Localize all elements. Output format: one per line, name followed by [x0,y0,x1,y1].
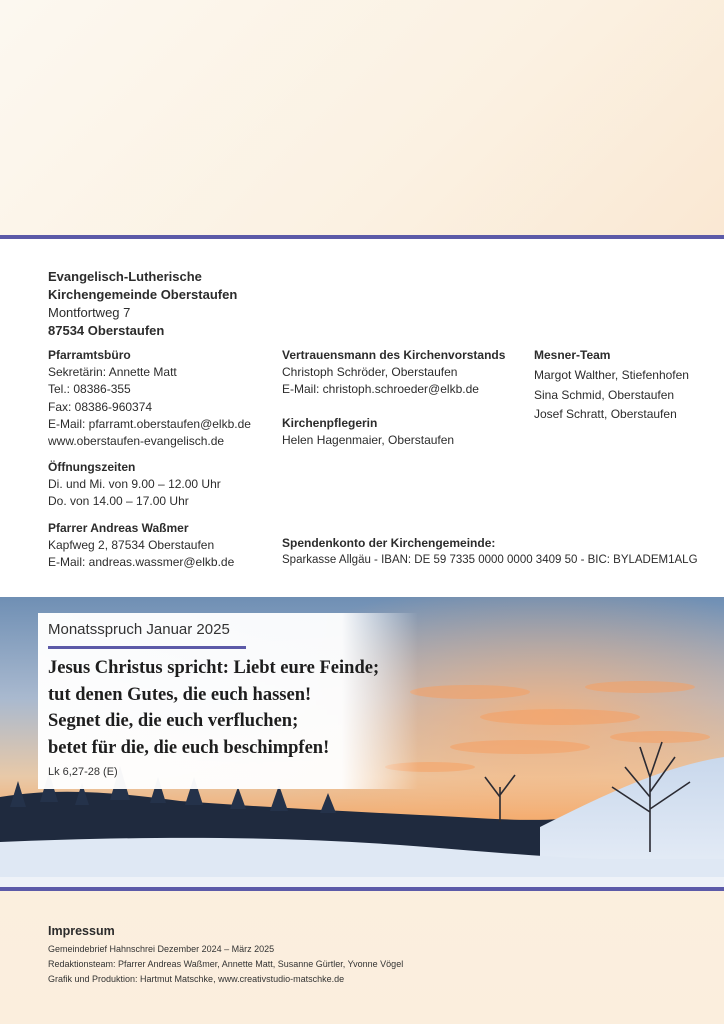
impressum-section [48,924,403,987]
sexton-heading: Mesner-Team [534,348,611,362]
board-details [282,364,479,399]
header-background [0,0,724,235]
office-details [48,364,251,450]
hours-line: Do. von 14.00 – 17.00 Uhr [48,494,189,509]
caretaker-name: Helen Hagenmaier, Oberstaufen [282,433,455,447]
office-website[interactable]: www.oberstaufen-evangelisch.de [48,434,225,449]
office-phone: Tel.: 08386-355 [48,382,131,397]
hours-line: Di. und Mi. von 9.00 – 12.00 Uhr [48,477,221,491]
donation-account: Sparkasse Allgäu - IBAN: DE 59 7335 0000 0000 3409 50 - BIC: BYLADEM1ALG [282,554,698,566]
contact-section [0,239,724,597]
board-email[interactable]: E-Mail: christoph.schroeder@elkb.de [282,382,479,397]
parish-street: Montfortweg 7 [48,305,131,320]
board-member: Christoph Schröder, Oberstaufen [282,365,458,379]
bottom-divider [0,887,724,891]
office-heading: Pfarramtsbüro [48,348,131,362]
sexton-member: Josef Schratt, Oberstaufen [534,407,677,421]
impressum-heading: Impressum [48,924,115,938]
verse-line: Segnet die, die euch verfluchen; [48,711,299,731]
sexton-member: Margot Walther, Stiefenhofen [534,368,689,382]
office-fax: Fax: 08386-960374 [48,399,153,414]
pastor-address: Kapfweg 2, 87534 Oberstaufen [48,538,215,552]
office-secretary: Sekretärin: Annette Matt [48,365,177,379]
board-heading: Vertrauensmann des Kirchenvorstands [282,348,506,362]
verse-line: tut denen Gutes, die euch hassen! [48,684,312,705]
impressum-line: Grafik und Produktion: Hartmut Matschke, www.creativstudio-matschke.de [48,974,345,984]
hours-heading: Öffnungszeiten [48,460,136,474]
office-email[interactable]: E-Mail: pfarramt.oberstaufen@elkb.de [48,416,251,431]
caretaker-heading: Kirchenpflegerin [282,416,378,430]
monthly-verse-text [48,655,418,761]
caretaker-details [282,432,454,449]
monthly-verse-panel [38,613,418,789]
hours-details [48,476,221,511]
monthly-verse-underline [48,646,246,649]
monthly-verse-title: Monatsspruch Januar 2025 [48,621,230,638]
impressum-line: Redaktionsteam: Pfarrer Andreas Waßmer, Annette Matt, Susanne Gürtler, Yvonne Vögel [48,959,404,969]
sexton-details [534,366,689,425]
sexton-member: Sina Schmid, Oberstaufen [534,387,675,402]
parish-name-line1: Evangelisch-Lutherische [48,269,202,284]
winter-sunrise-photo [0,597,724,887]
verse-line: betet für die, die euch beschimpfen! [48,737,330,758]
monthly-verse-reference: Lk 6,27-28 (E) [48,766,118,778]
impressum-line: Gemeindebrief Hahnschrei Dezember 2024 – März 2025 [48,944,275,954]
pastor-heading: Pfarrer Andreas Waßmer [48,521,189,535]
donation-heading: Spendenkonto der Kirchengemeinde: [282,536,496,550]
pastor-email[interactable]: E-Mail: andreas.wassmer@elkb.de [48,555,235,570]
pastor-details [48,537,234,572]
parish-city: 87534 Oberstaufen [48,323,165,338]
verse-line: Jesus Christus spricht: Liebt eure Feinde; [48,658,380,678]
parish-name-line2: Kirchengemeinde Oberstaufen [48,287,238,302]
